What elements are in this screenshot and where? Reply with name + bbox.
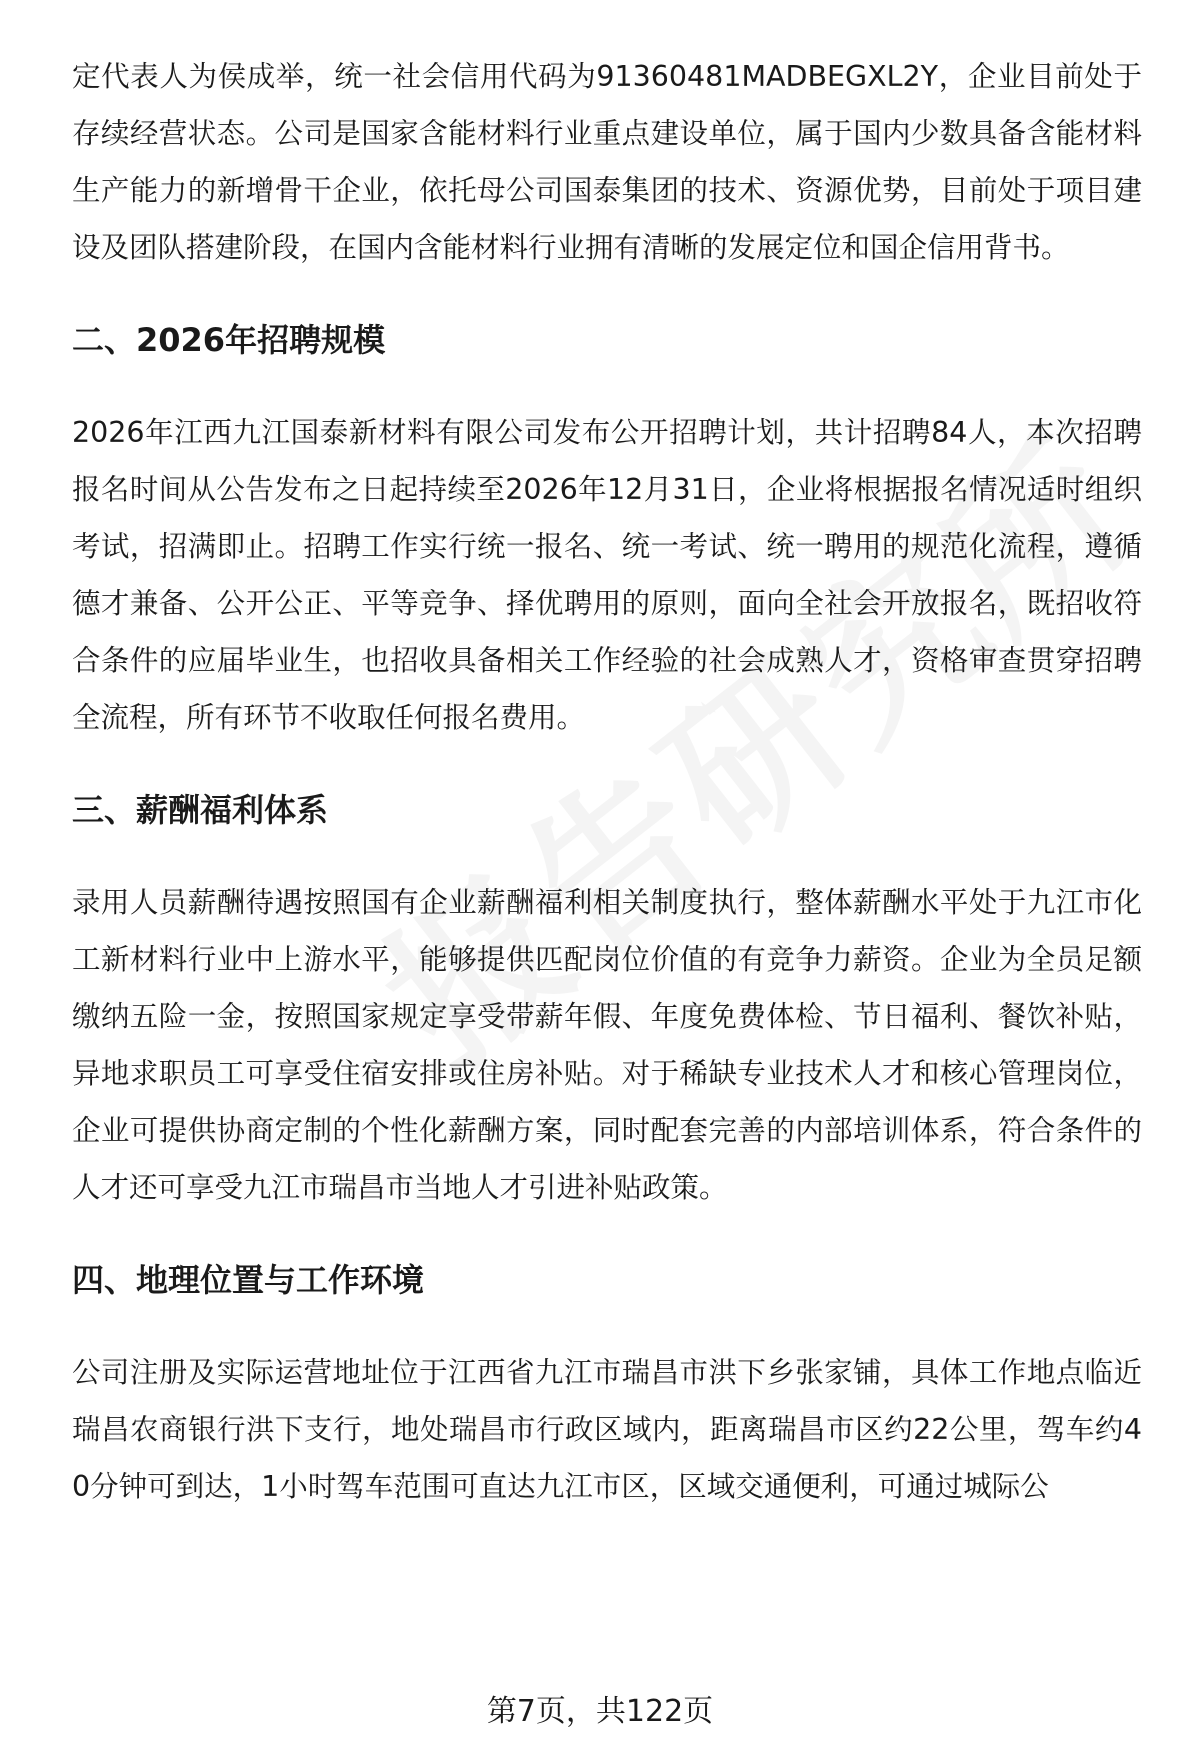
document-body xyxy=(72,48,1142,1515)
paragraph-company-intro: 定代表人为侯成举，统一社会信用代码为91360481MADBEGXL2Y，企业目前处于存续经营状态。公司是国家含能材料行业重点建设单位，属于国内少数具备含能材料生产能力的新增骨干企业，依托母公司国泰集团的技术、资源优势，目前处于项目建设及团队搭建阶段，在国内含能材料行业拥有清晰的发展定位和国企信用背书。 xyxy=(72,60,1142,264)
paragraph-location: 公司注册及实际运营地址位于江西省九江市瑞昌市洪下乡张家铺，具体工作地点临近瑞昌农商银行洪下支行，地处瑞昌市行政区域内，距离瑞昌市区约22公里，驾车约40分钟可到达，1小时驾车范围可直达九江市区，区域交通便利，可通过城际公 xyxy=(72,1356,1142,1503)
section-heading-compensation: 三、薪酬福利体系 xyxy=(72,791,329,829)
paragraph-compensation: 录用人员薪酬待遇按照国有企业薪酬福利相关制度执行，整体薪酬水平处于九江市化工新材料行业中上游水平，能够提供匹配岗位价值的有竞争力薪资。企业为全员足额缴纳五险一金，按照国家规定享受带薪年假、年度免费体检、节日福利、餐饮补贴，异地求职员工可享受住宿安排或住房补贴。对于稀缺专业技术人才和核心管理岗位，企业可提供协商定制的个性化薪酬方案，同时配套完善的内部培训体系，符合条件的人才还可享受九江市瑞昌市当地人才引进补贴政策。 xyxy=(72,886,1142,1204)
page-number: 第7页，共122页 xyxy=(486,1694,714,1729)
section-heading-recruitment-scale: 二、2026年招聘规模 xyxy=(72,321,386,359)
section-heading-location: 四、地理位置与工作环境 xyxy=(72,1261,425,1299)
paragraph-recruitment-scale: 2026年江西九江国泰新材料有限公司发布公开招聘计划，共计招聘84人，本次招聘报名时间从公告发布之日起持续至2026年12月31日，企业将根据报名情况适时组织考试，招满即止。招聘工作实行统一报名、统一考试、统一聘用的规范化流程，遵循德才兼备、公开公正、平等竞争、择优聘用的原则，面向全社会开放报名，既招收符合条件的应届毕业生，也招收具备相关工作经验的社会成熟人才，资格审查贯穿招聘全流程，所有环节不收取任何报名费用。 xyxy=(72,416,1142,734)
